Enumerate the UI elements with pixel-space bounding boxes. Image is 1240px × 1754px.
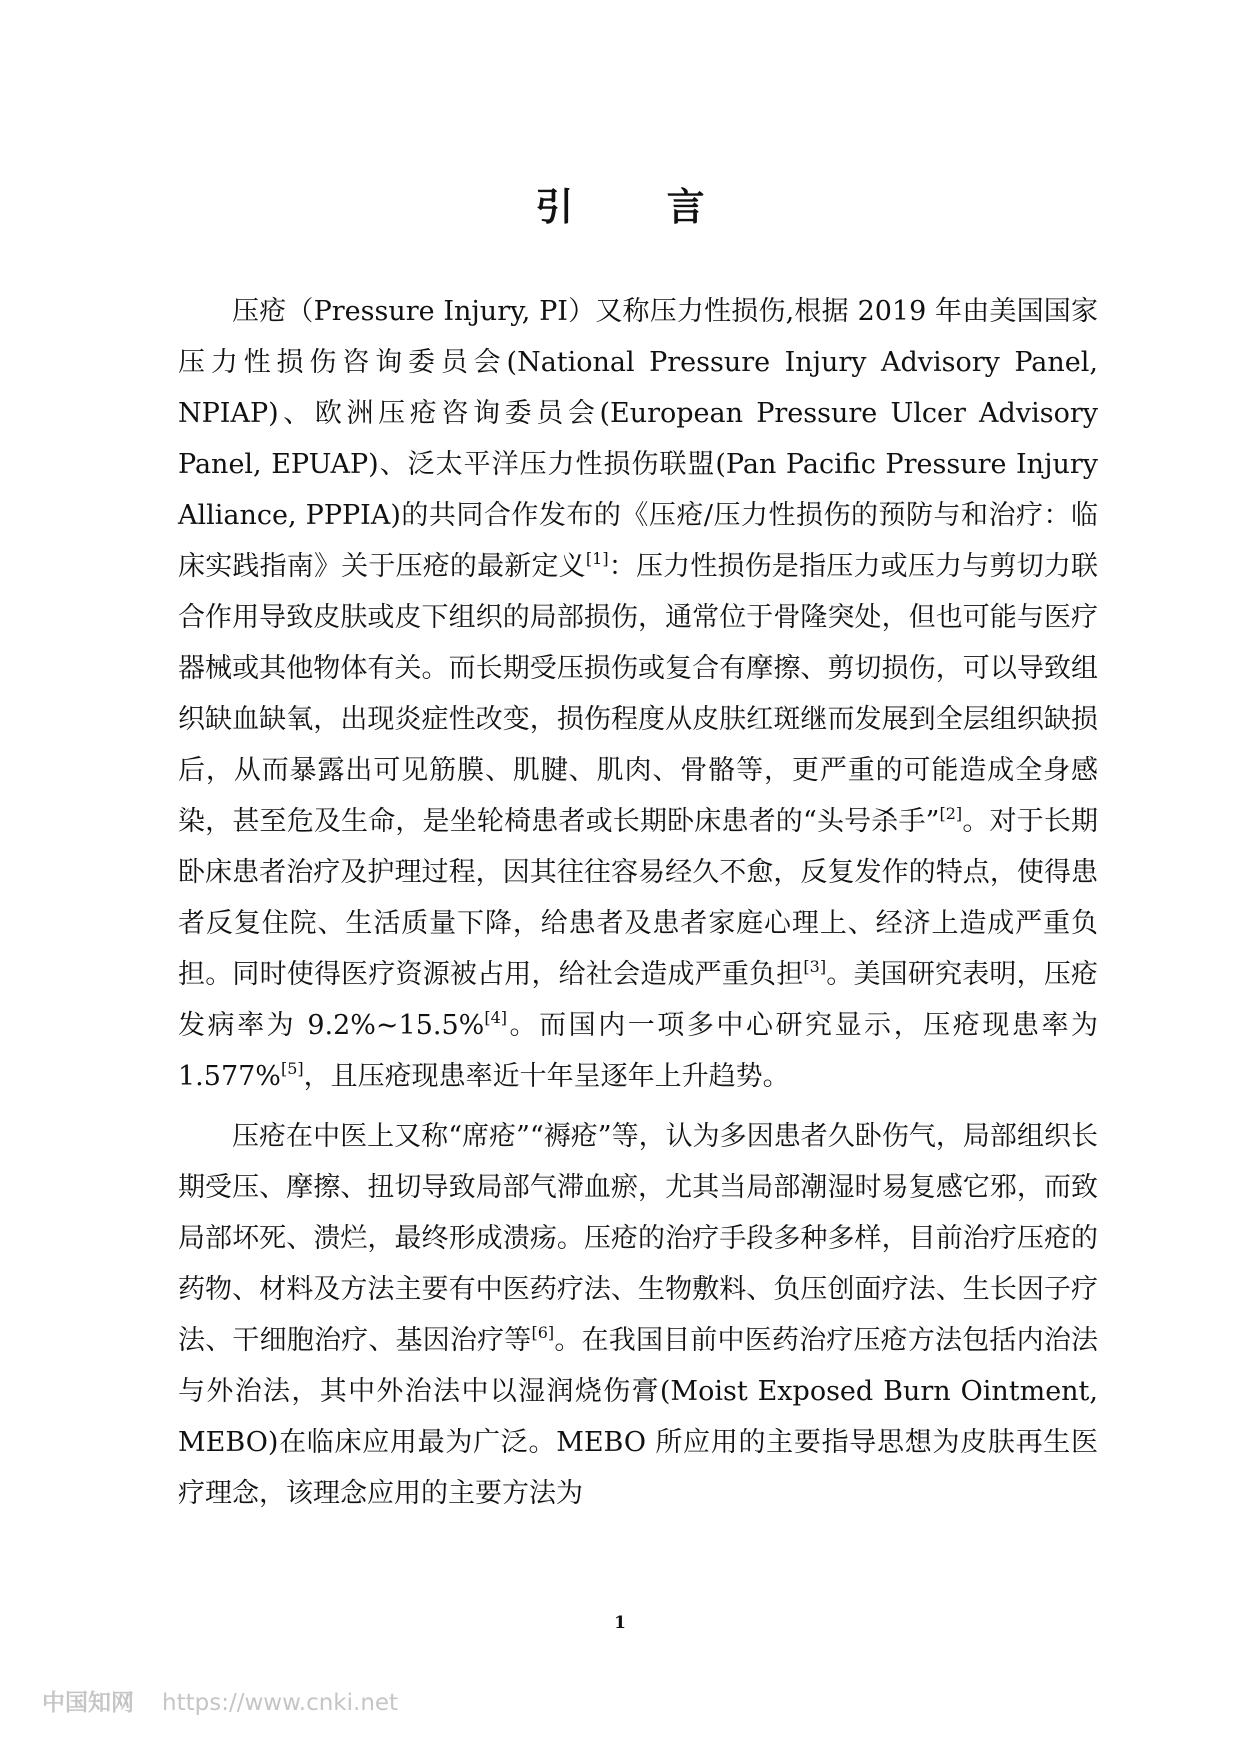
body-text	[178, 286, 1098, 1528]
text-segment: 。美国研究表明，压疮发病率为 9.2%~15.5%	[178, 959, 1099, 1041]
section-title: 引 言	[535, 184, 745, 229]
citation-superscript: [4]	[484, 1008, 507, 1027]
paragraph-1	[178, 286, 1098, 1102]
citation-superscript: [1]	[585, 549, 609, 568]
citation-superscript: [3]	[803, 957, 827, 976]
text-segment: ，且压疮现患率近十年呈逐年上升趋势。	[303, 1061, 790, 1092]
page-number: 1	[614, 1613, 626, 1633]
cnki-logo-text: 中国知网	[42, 1690, 134, 1716]
citation-superscript: [2]	[939, 804, 963, 823]
citation-superscript: [5]	[280, 1059, 304, 1078]
text-segment: 。而国内一项多中心研究显示，压疮现患率为 1.577%	[178, 1010, 1098, 1092]
text-segment: ：压力性损伤是指压力或压力与剪切力联合作用导致皮肤或皮下组织的局部损伤，通常位于骨隆突处，但也可能与医疗器械或其他物体有关。而长期受压损伤或复合有摩擦、剪切损伤，可以导致组织缺血缺氧，出现炎症性改变，损伤程度从皮肤红斑继而发展到全层组织缺损后，从而暴露出可见筋膜、肌腱、肌肉、骨骼等，更严重的可能造成全身感染，甚至危及生命，是坐轮椅患者或长期卧床患者的“头号杀手”	[178, 551, 1099, 837]
text-segment: 。在我国目前中医药治疗压疮方法包括内治法与外治法，其中外治法中以湿润烧伤膏(Moist Exposed Burn Ointment, MEBO)在临床应用最为广泛。MEBO 所应用的主要指导思想为皮肤再生医疗理念，该理念应用的主要方法为	[178, 1325, 1099, 1509]
text-segment: 。对于长期卧床患者治疗及护理过程，因其往往容易经久不愈，反复发作的特点，使得患者反复住院、生活质量下降，给患者及患者家庭心理上、经济上造成严重负担。同时使得医疗资源被占用，给社会造成严重负担	[178, 806, 1099, 990]
citation-superscript: [6]	[531, 1323, 555, 1342]
cnki-watermark	[42, 1688, 398, 1718]
watermark-url: https://www.cnki.net	[162, 1690, 399, 1716]
text-segment: 压疮在中医上又称“席疮”“褥疮”等，认为多因患者久卧伤气，局部组织长期受压、摩擦、扭切导致局部气滞血瘀，尤其当局部潮湿时易复感它邪，而致局部坏死、溃烂，最终形成溃疡。压疮的治疗手段多种多样，目前治疗压疮的药物、材料及方法主要有中医药疗法、生物敷料、负压创面疗法、生长因子疗法、干细胞治疗、基因治疗等	[178, 1121, 1098, 1356]
text-segment: 压疮（Pressure Injury, PI）又称压力性损伤,根据 2019 年由美国国家压力性损伤咨询委员会(National Pressure Injury Advisory Panel, NPIAP)、欧洲压疮咨询委员会(European Pressure Ulcer Advisory Panel, EPUAP)、泛太平洋压力性损伤联盟(Pan Pacific Pressure Injury Alliance, PPPIA)的共同合作发布的《压疮/压力性损伤的预防与和治疗：临床实践指南》关于压疮的最新定义	[178, 296, 1098, 582]
paragraph-2	[178, 1111, 1098, 1519]
